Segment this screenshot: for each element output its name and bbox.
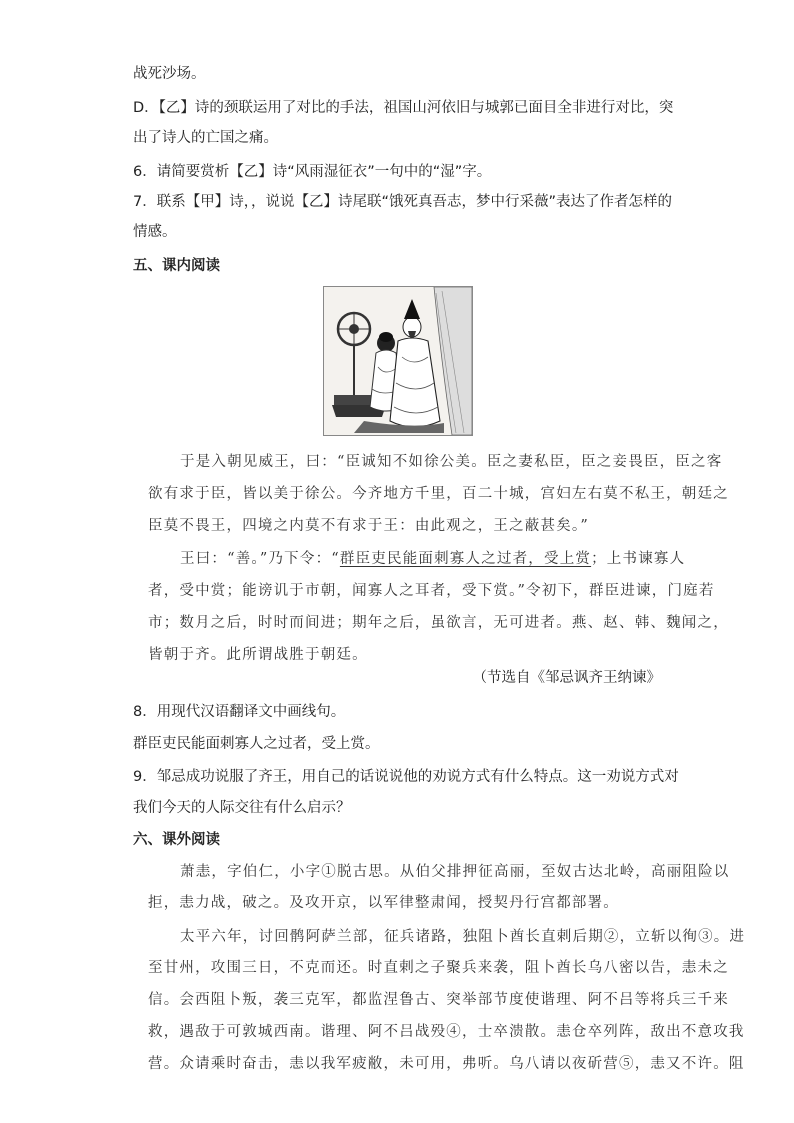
passage-line: 者，受中赏；能谤讥于市朝，闻寡人之耳者，受下赏。”令初下，群臣进谏，门庭若: [148, 583, 715, 599]
passage-line: 信。会西阻卜叛，袭三克军，都监涅鲁古、突举部节度使谐理、阿不吕等将兵三千来: [148, 992, 729, 1008]
section-5-title: 五、课内阅读: [133, 258, 220, 274]
passage-line: 欲有求于臣，皆以美于徐公。今齐地方千里，百二十城，宫妇左右莫不私王，朝廷之: [148, 486, 729, 502]
passage-line: 营。众请乘时奋击，恚以我军疲敝，未可用，弗听。乌八请以夜斫营⑤，恚又不许。阻: [148, 1056, 745, 1072]
option-d-line-1: D．【乙】诗的颈联运用了对比的手法，祖国山河依旧与城郭已面目全非进行对比，突: [133, 100, 674, 116]
illustration-image: [323, 286, 473, 436]
option-d-line-2: 出了诗人的亡国之痛。: [133, 130, 278, 146]
question-8: 8．用现代汉语翻译文中画线句。: [133, 704, 346, 720]
question-9-line-2: 我们今天的人际交往有什么启示？: [133, 800, 351, 816]
passage-text: 王曰：“善。”乃下令：“: [180, 551, 340, 567]
underlined-sentence: 群臣吏民能面刺寡人之过者，受上赏: [339, 551, 592, 567]
passage-line: 救，遇敌于可敦城西南。谐理、阿不吕战殁④，士卒溃散。恚仓卒列阵，敌出不意攻我: [148, 1024, 745, 1040]
question-9-line-1: 9．邹忌成功说服了齐王，用自己的话说说他的劝说方式有什么特点。这一劝说方式对: [133, 769, 679, 785]
passage-line: 萧恚，字伯仁，小字①脱古思。从伯父排押征高丽，至奴古达北岭，高丽阻险以: [180, 864, 730, 880]
passage-line: 太平六年，讨回鹘阿萨兰部，征兵诸路，独阻卜酋长直剌后期②，立斩以徇③。进: [180, 929, 746, 945]
passage-line: 市；数月之后，时时而间进；期年之后，虽欲言，无可进者。燕、赵、韩、魏闻之，: [148, 615, 729, 631]
passage-source: （节选自《邹忌讽齐王纳谏》: [472, 670, 661, 686]
passage-line: 臣莫不畏王，四境之内莫不有求于王：由此观之，王之蔽甚矣。”: [148, 518, 589, 534]
question-7-line-1: 7．联系【甲】诗，，说说【乙】诗尾联“饿死真吾志，梦中行采薇”表达了作者怎样的: [133, 194, 672, 210]
passage-text: ；上书谏寡人: [591, 551, 686, 567]
passage-line: [180, 549, 686, 569]
question-8-sentence: 群臣吏民能面刺寡人之过者，受上赏。: [133, 736, 380, 752]
passage-line: 于是入朝见威王，曰：“臣诚知不如徐公美。臣之妻私臣，臣之妾畏臣，臣之客: [180, 454, 723, 470]
section-6-title: 六、课外阅读: [133, 832, 220, 848]
passage-line: 至甘州，攻围三日，不克而还。时直剌之子聚兵来袭，阻卜酋长乌八密以告，恚未之: [148, 960, 729, 976]
text-line: 战死沙场。: [133, 66, 206, 82]
question-6: 6．请简要赏析【乙】诗“风雨湿征衣”一句中的“湿”字。: [133, 164, 492, 180]
question-7-line-2: 情感。: [133, 224, 177, 240]
passage-line: 拒，恚力战，破之。及攻开京，以军律整肃闻，授契丹行宫都部署。: [148, 895, 619, 911]
passage-line: 皆朝于齐。此所谓战胜于朝廷。: [148, 647, 368, 663]
